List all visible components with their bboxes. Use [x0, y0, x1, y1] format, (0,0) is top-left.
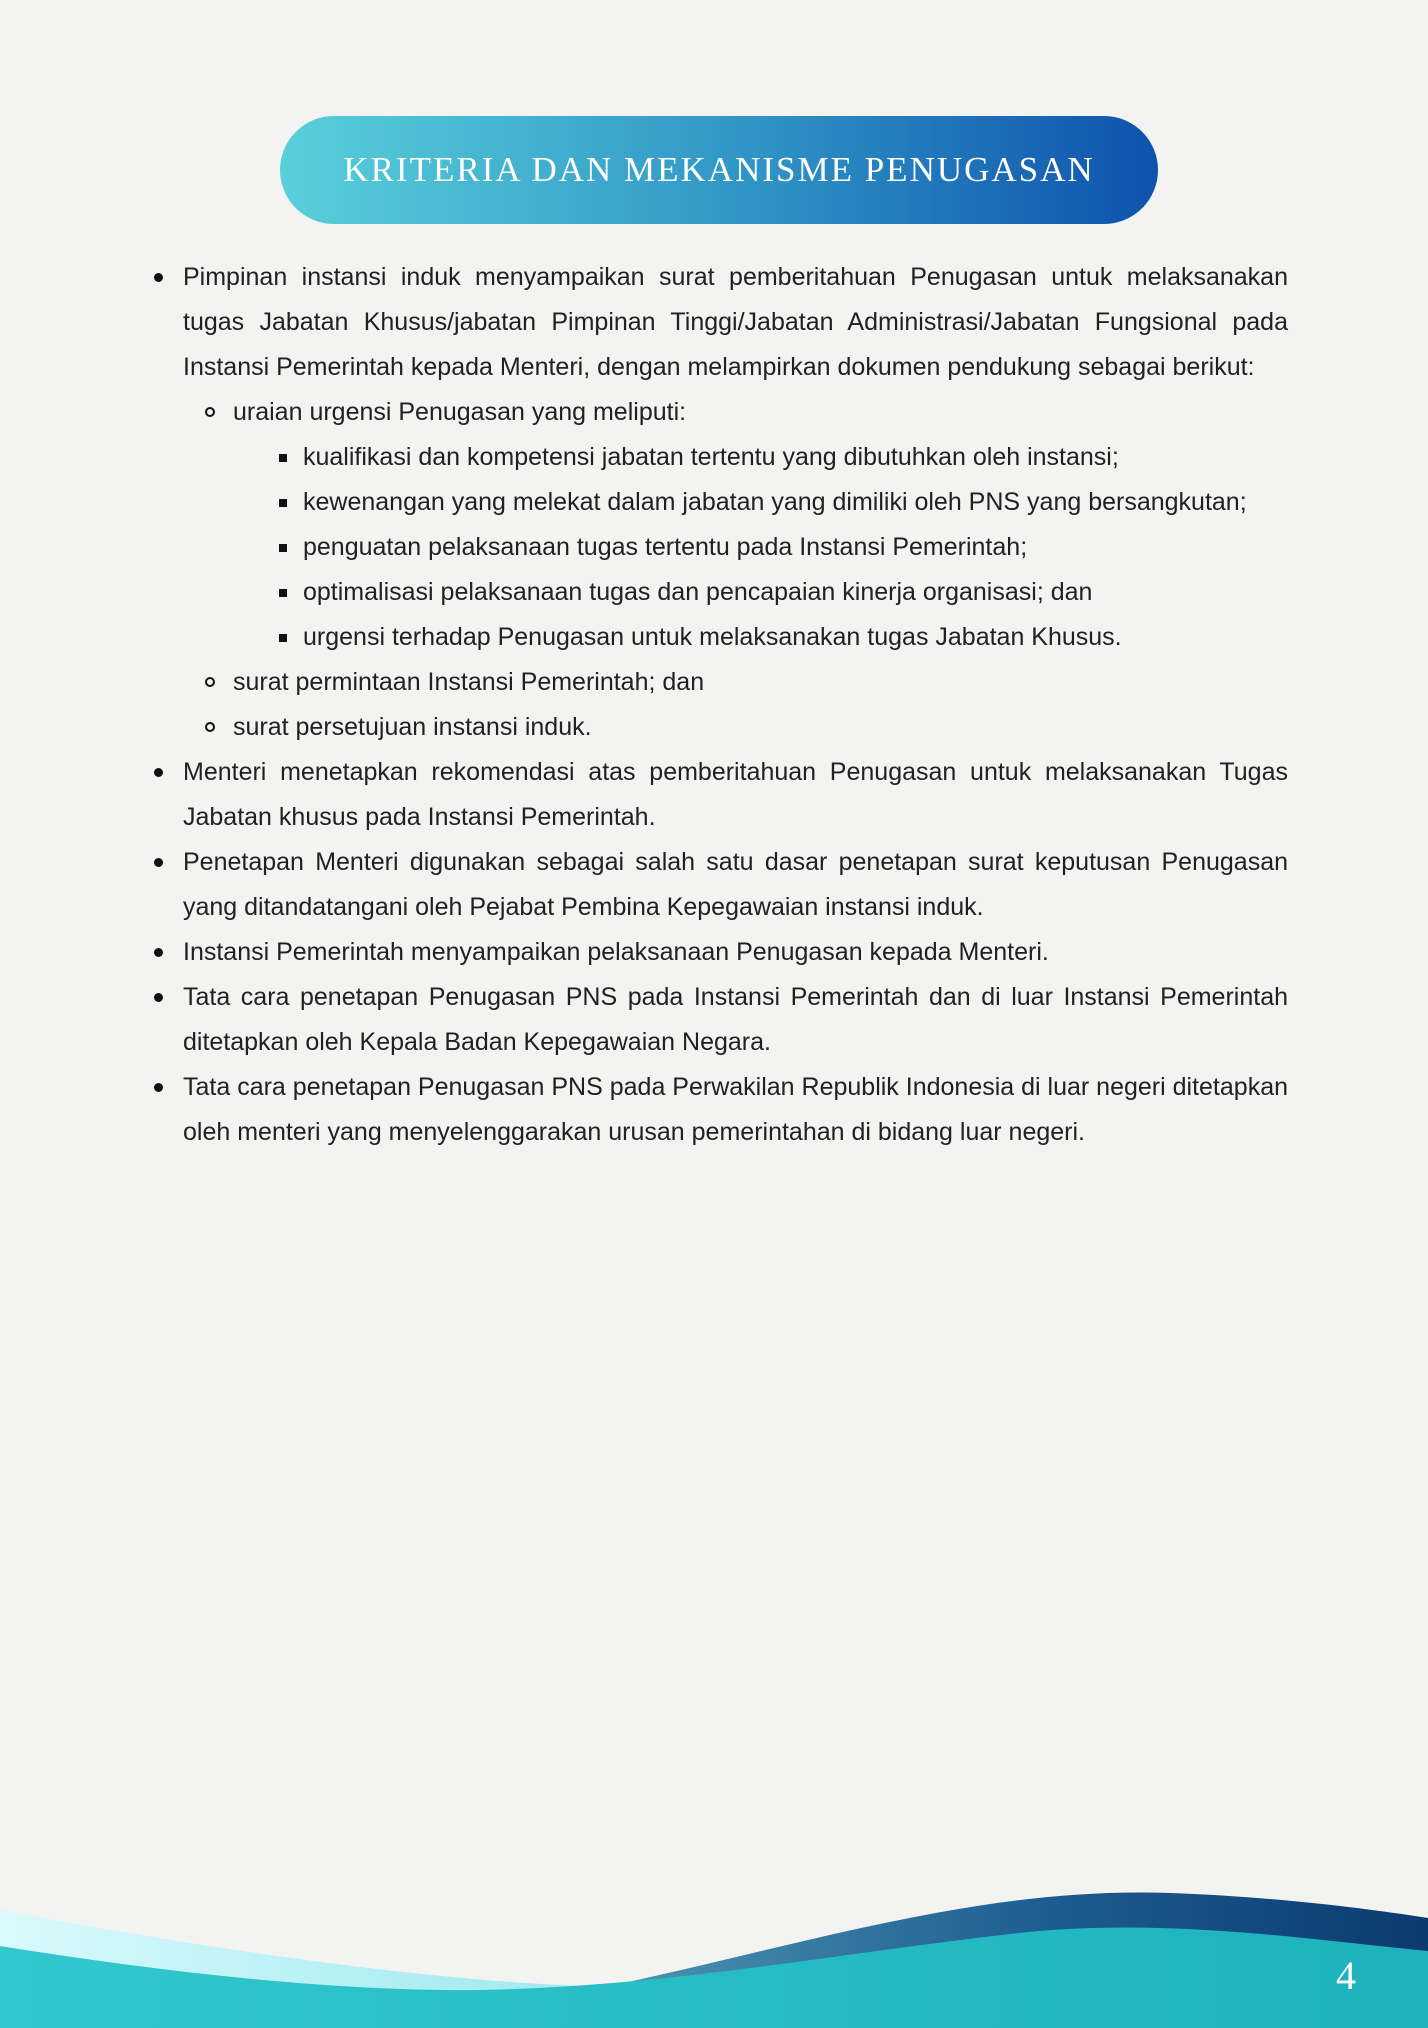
bullet-dot-icon — [154, 1083, 163, 1092]
list-item — [143, 660, 1288, 705]
bullet-circle-icon — [205, 677, 215, 687]
bullet-square-icon — [279, 544, 287, 552]
list-item-text: Penetapan Menteri digunakan sebagai salah satu dasar penetapan surat keputusan Penugasan yang ditandatangani oleh Pejabat Pembina Kepegawaian instansi induk. — [183, 848, 1288, 921]
bullet-dot-icon — [154, 948, 163, 957]
bullet-square-icon — [279, 634, 287, 642]
bullet-dot-icon — [154, 858, 163, 867]
list-item-text: optimalisasi pelaksanaan tugas dan pencapaian kinerja organisasi; dan — [303, 578, 1093, 606]
list-item — [143, 1065, 1288, 1155]
list-item — [143, 705, 1288, 750]
list-item-text: penguatan pelaksanaan tugas tertentu pada Instansi Pemerintah; — [303, 533, 1028, 561]
footer-wave — [0, 1688, 1428, 2028]
bullet-dot-icon — [154, 993, 163, 1002]
list-item-text: Menteri menetapkan rekomendasi atas pemberitahuan Penugasan untuk melaksanakan Tugas Jabatan khusus pada Instansi Pemerintah. — [183, 758, 1288, 831]
list-item-text: Tata cara penetapan Penugasan PNS pada Instansi Pemerintah dan di luar Instansi Pemerintah ditetapkan oleh Kepala Badan Kepegawaian Negara. — [183, 983, 1288, 1056]
list-item — [143, 435, 1288, 480]
bullet-dot-icon — [154, 768, 163, 777]
bullet-circle-icon — [205, 407, 215, 417]
title-banner — [280, 116, 1158, 224]
list-item-text: Tata cara penetapan Penugasan PNS pada Perwakilan Republik Indonesia di luar negeri ditetapkan oleh menteri yang menyelenggarakan urusan pemerintahan di bidang luar negeri. — [183, 1073, 1288, 1146]
bullet-square-icon — [279, 499, 287, 507]
list-item — [143, 615, 1288, 660]
content-list — [143, 255, 1288, 1155]
page-number: 4 — [1336, 1953, 1356, 1998]
list-item-text: uraian urgensi Penugasan yang meliputi: — [233, 398, 687, 426]
list-item — [143, 750, 1288, 840]
page-title: KRITERIA DAN MEKANISME PENUGASAN — [343, 150, 1095, 189]
list-item-text: Pimpinan instansi induk menyampaikan surat pemberitahuan Penugasan untuk melaksanakan tugas Jabatan Khusus/jabatan Pimpinan Tinggi/Jabatan Administrasi/Jabatan Fungsional pada Instansi Pemerintah kepada Menteri, dengan melampirkan dokumen pendukung sebagai berikut: — [183, 263, 1288, 381]
wave-teal-main — [0, 1928, 1428, 2028]
list-item — [143, 975, 1288, 1065]
list-item — [143, 930, 1288, 975]
list-item-text: kewenangan yang melekat dalam jabatan yang dimiliki oleh PNS yang bersangkutan; — [303, 488, 1247, 516]
list-item — [143, 390, 1288, 435]
list-item-text: Instansi Pemerintah menyampaikan pelaksanaan Penugasan kepada Menteri. — [183, 938, 1049, 966]
bullet-dot-icon — [154, 273, 163, 282]
list-item-text: surat persetujuan instansi induk. — [233, 713, 592, 741]
bullet-square-icon — [279, 454, 287, 462]
list-item-text: urgensi terhadap Penugasan untuk melaksanakan tugas Jabatan Khusus. — [303, 623, 1122, 651]
list-item-text: surat permintaan Instansi Pemerintah; dan — [233, 668, 705, 696]
list-item — [143, 255, 1288, 390]
bullet-circle-icon — [205, 722, 215, 732]
list-item-text: kualifikasi dan kompetensi jabatan tertentu yang dibutuhkan oleh instansi; — [303, 443, 1119, 471]
list-item — [143, 840, 1288, 930]
list-item — [143, 570, 1288, 615]
list-item — [143, 480, 1288, 525]
bullet-square-icon — [279, 589, 287, 597]
list-item — [143, 525, 1288, 570]
